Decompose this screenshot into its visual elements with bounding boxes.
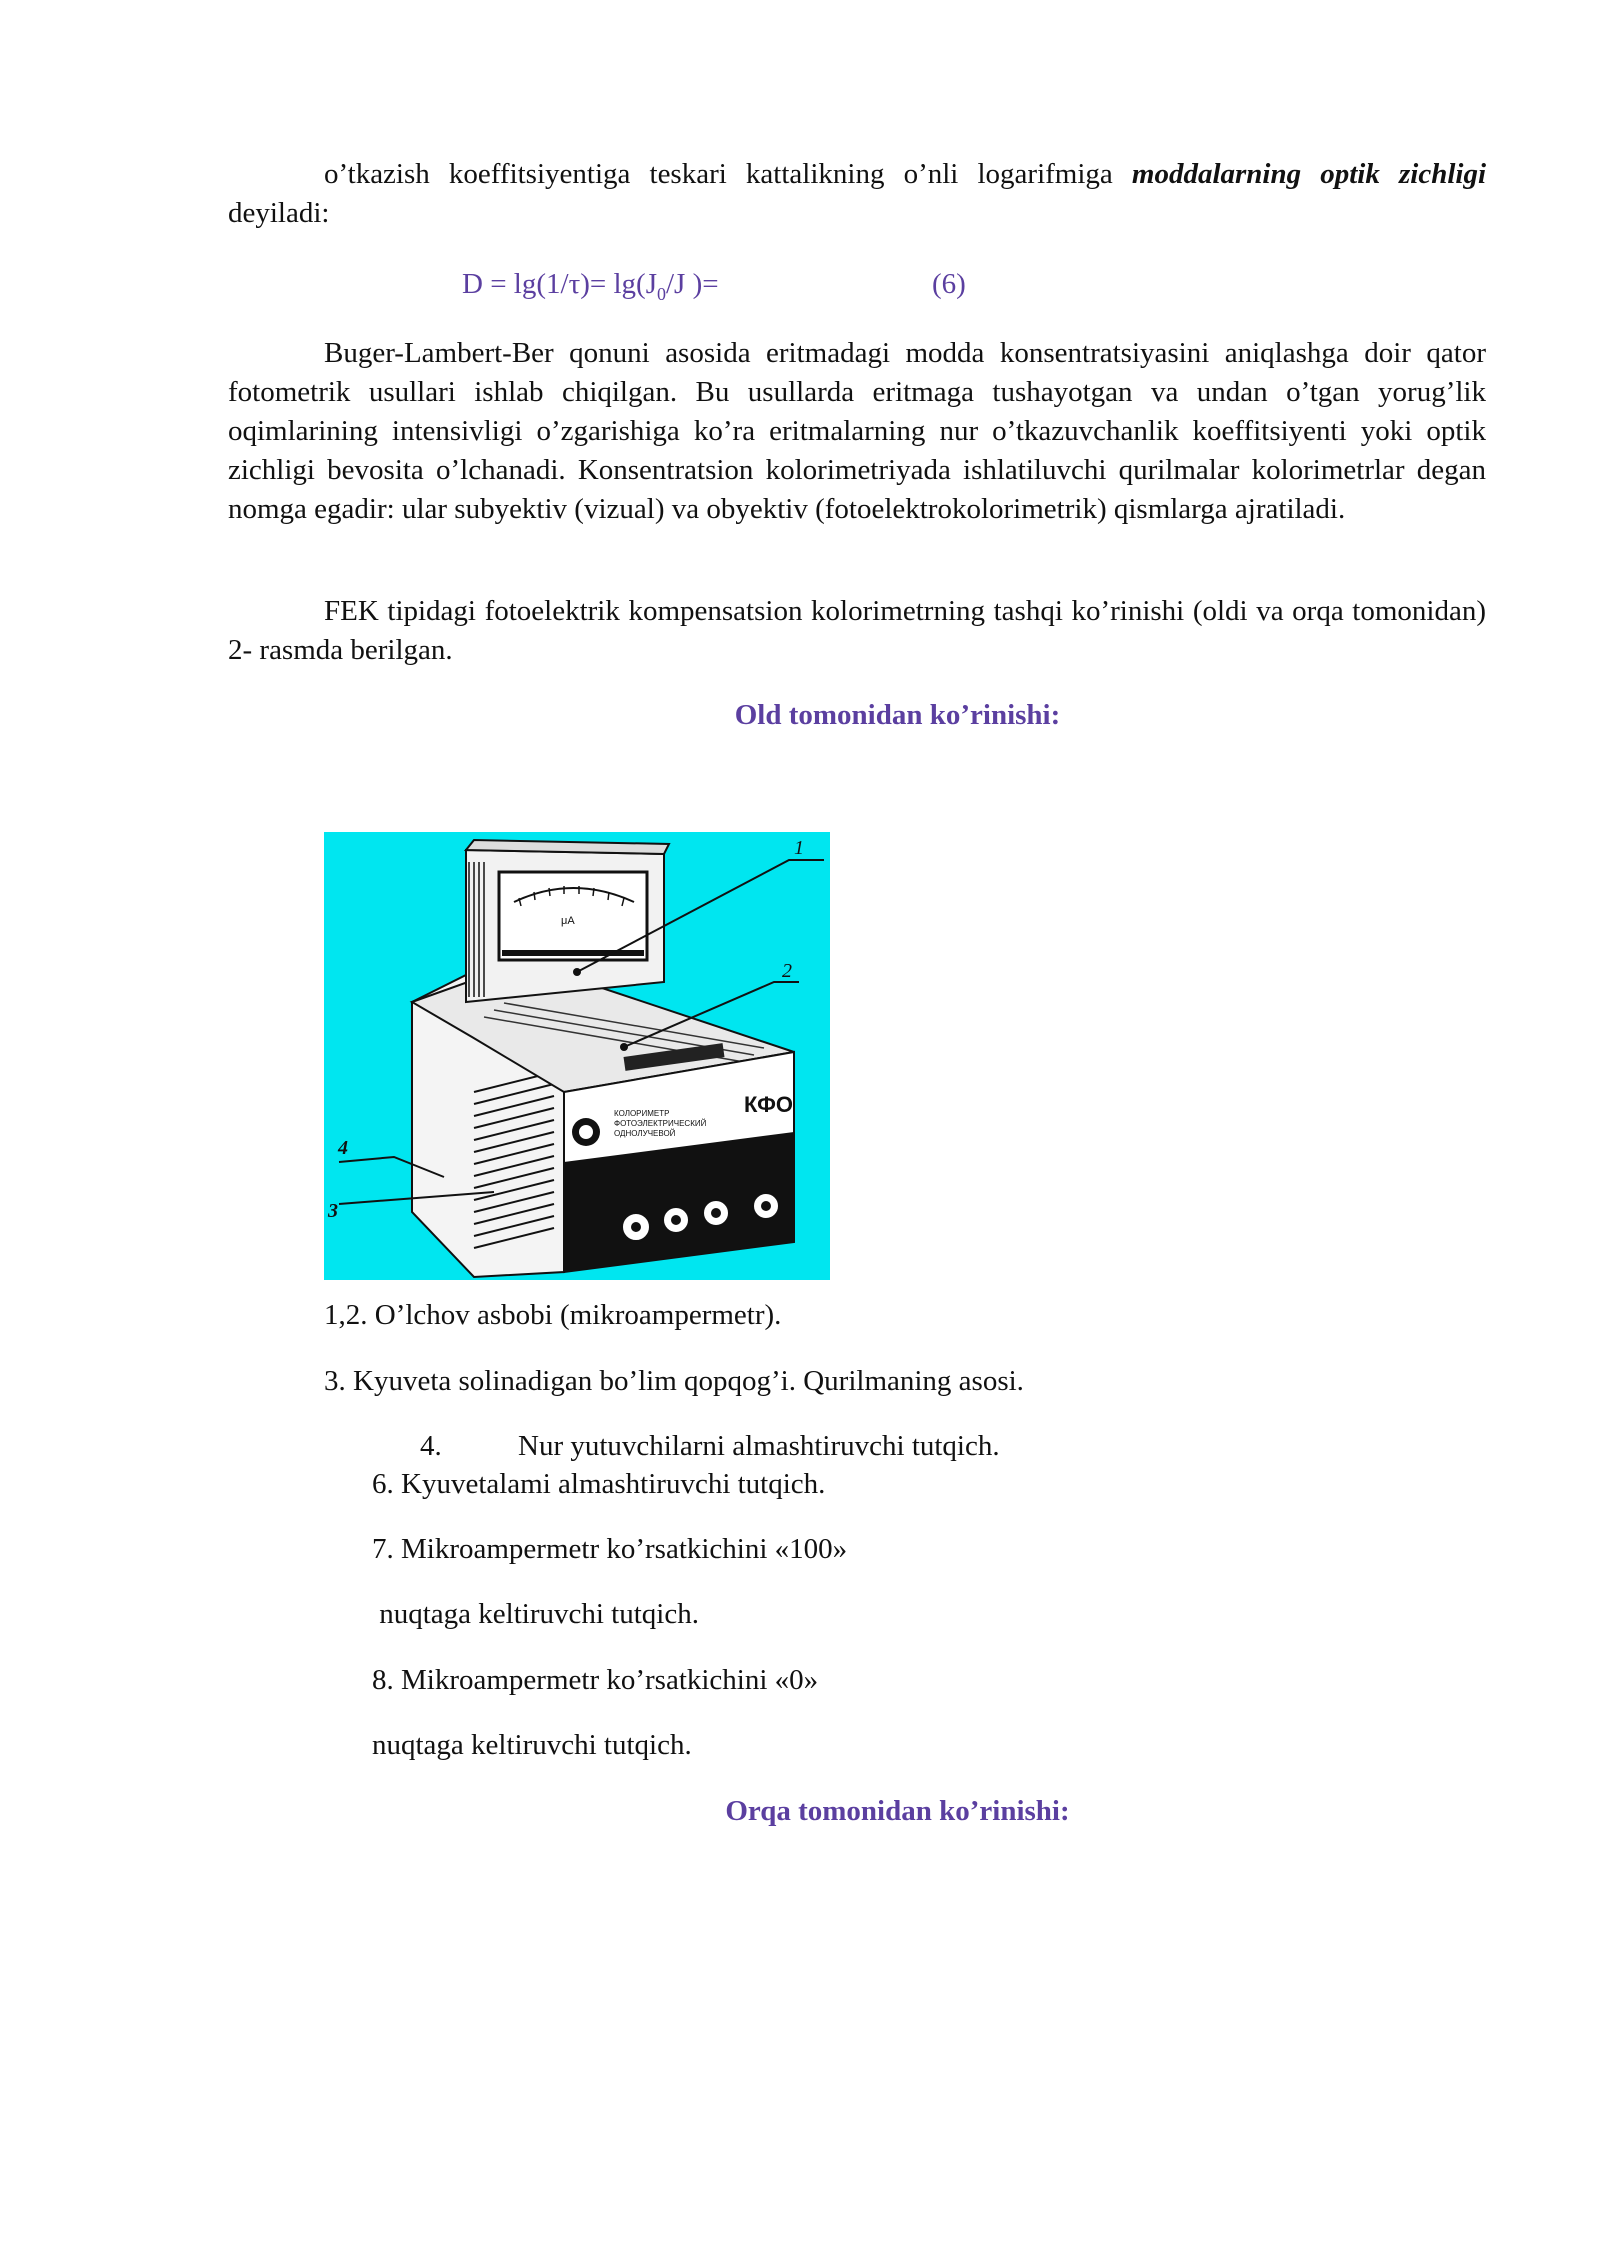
caption-item-3: 3. Kyuveta solinadigan bo’lim qopqog’i. Qurilmaning asosi. [324, 1365, 1024, 1397]
formula-expression-suffix: /J )= [666, 268, 719, 300]
caption-item-4-text: Nur yutuvchilarni almashtiruvchi tutqich. [518, 1430, 1000, 1462]
heading-front-view: Old tomonidan ko’rinishi: [734, 699, 1061, 731]
panel-text-2: ФОТОЭЛЕКТРИЧЕСКИЙ [614, 1119, 707, 1128]
callout-2: 2 [782, 960, 792, 982]
formula-6 [462, 265, 966, 314]
formula-subscript: 0 [657, 283, 666, 304]
callout-1: 1 [794, 837, 804, 859]
paragraph1-end: deyiladi: [228, 197, 330, 229]
paragraph1-start: o’tkazish koeffitsiyentiga teskari kattalikning o’nli logarifmiga [324, 158, 1132, 190]
caption-item-7-cont: nuqtaga keltiruvchi tutqich. [372, 1598, 699, 1630]
caption-item-4-number: 4. [420, 1430, 442, 1462]
callout-4: 4 [338, 1137, 348, 1159]
paragraph-fek-description [228, 592, 1486, 670]
caption-item-8: 8. Mikroampermetr ko’rsatkichini «0» [372, 1664, 819, 1696]
paragraph3-text: FEK tipidagi fotoelektrik kompensatsion kolorimetrning tashqi ko’rinishi (oldi va orqa tomonidan) 2- rasmda berilgan. [228, 595, 1486, 666]
caption-item-6: 6. Kyuvetalami almashtiruvchi tutqich. [372, 1468, 826, 1500]
paragraph2-text: Buger-Lambert-Ber qonuni asosida eritmadagi modda konsentratsiyasini aniqlashga doir qator fotometrik usullari ishlab chiqilgan. Bu usullarda eritmaga tushayotgan va undan o’tgan yorug’lik oqimlarining intensivligi o’zgarishiga ko’ra eritmalarning nur o’tkazuvchanlik koeffitsiyenti yoki optik zichligi bevosita o’lchanadi. Konsentratsion kolorimetriyada ishlatiluvchi qurilmalar kolorimetrlar degan nomga egadir: ular subyektiv (vizual) va obyektiv (fotoelektrokolorimetrik) qismlarga ajratiladi. [228, 337, 1486, 525]
formula-expression-prefix: D = lg(1/τ)= lg(J [462, 268, 657, 300]
colorimeter-figure [324, 832, 830, 1280]
caption-item-1-2: 1,2. O’lchov asbobi (mikroampermetr). [324, 1299, 782, 1331]
caption-item-7: 7. Mikroampermetr ko’rsatkichini «100» [372, 1533, 848, 1565]
paragraph-optical-density [228, 155, 1486, 233]
panel-text-3: ОДНОЛУЧЕВОЙ [614, 1129, 676, 1138]
caption-item-8-cont: nuqtaga keltiruvchi tutqich. [372, 1729, 692, 1761]
paragraph1-emphasis: moddalarning optik zichligi [1131, 158, 1487, 190]
paragraph-photometric-methods [228, 334, 1486, 529]
formula-number: (6) [932, 268, 966, 300]
colorimeter-illustration [324, 832, 830, 1280]
brand-label: КФО [744, 1092, 794, 1117]
meter-unit-label: μA [561, 915, 575, 927]
panel-text-1: КОЛОРИМЕТР [614, 1109, 670, 1118]
callout-3: 3 [328, 1200, 338, 1222]
heading-back-view: Orqa tomonidan ko’rinishi: [725, 1795, 1070, 1827]
